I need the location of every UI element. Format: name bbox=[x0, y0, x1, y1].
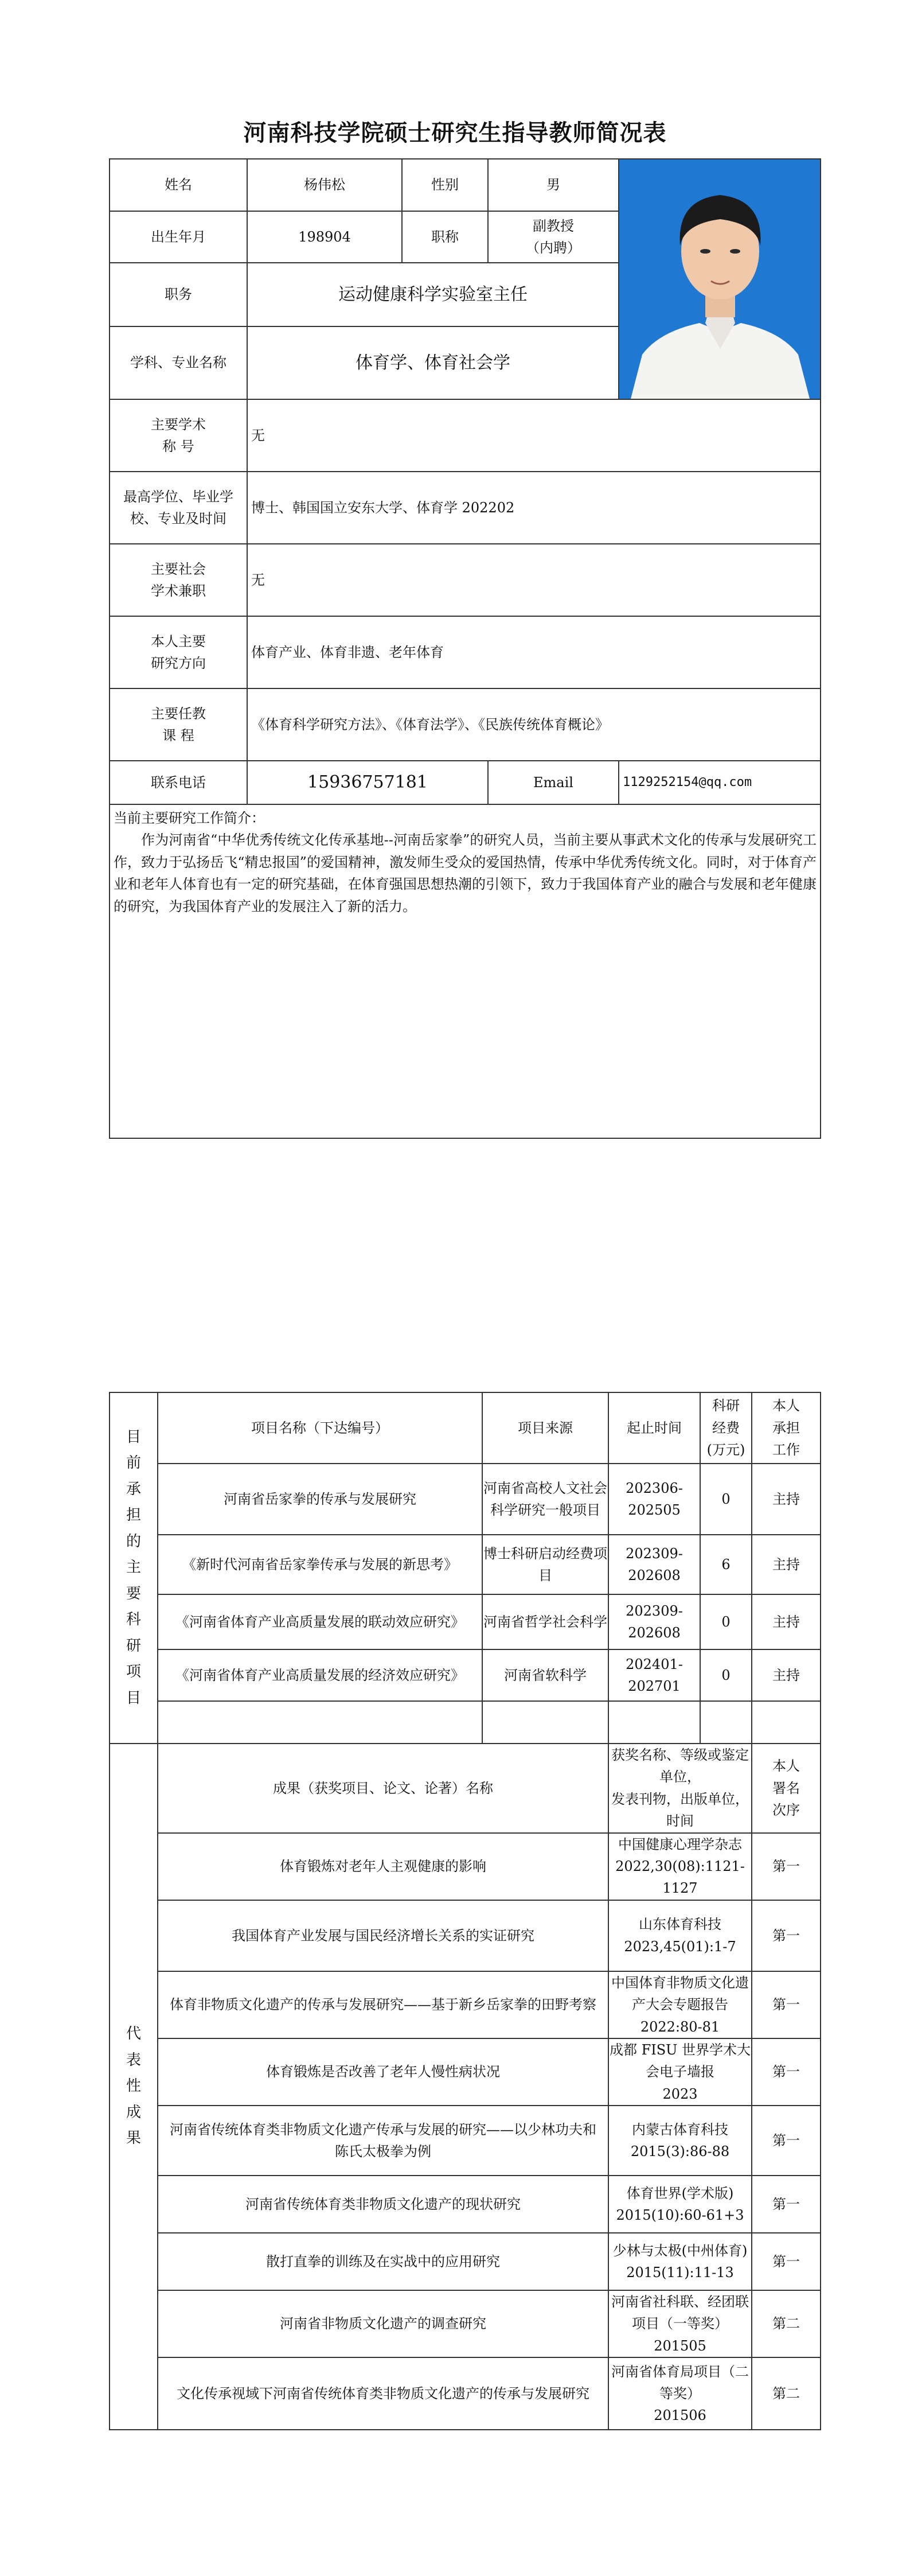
name-value: 杨伟松 bbox=[247, 159, 402, 211]
courses-label bbox=[110, 688, 247, 761]
table-row bbox=[110, 2038, 821, 2106]
achievement-source-line-1: 河南省社科联、经团联项目（一等奖） bbox=[611, 2294, 749, 2332]
projects-side-label-char: 科 bbox=[126, 1611, 141, 1629]
achievement-source-line-2: 2015(11):11-13 bbox=[626, 2264, 734, 2281]
role-header-line-3: 工作 bbox=[772, 1442, 800, 1458]
projects-side-label-char: 要 bbox=[126, 1585, 141, 1602]
project-name: 《新时代河南省岳家拳传承与发展的新思考》 bbox=[158, 1535, 482, 1594]
table-row bbox=[110, 2233, 821, 2290]
rank-header-line-2: 署名 bbox=[772, 1780, 800, 1796]
degree-label bbox=[110, 472, 247, 544]
achievement-source-line-1: 中国健康心理学杂志 bbox=[618, 1836, 742, 1853]
birth-label: 出生年月 bbox=[110, 211, 247, 263]
achievement-source bbox=[608, 2357, 752, 2430]
courses-value: 《体育科学研究方法》、《体育法学》、《民族传统体育概论》 bbox=[247, 688, 821, 761]
profile-photo bbox=[619, 159, 821, 399]
rank-label: 职称 bbox=[402, 211, 488, 263]
empty-cell bbox=[608, 1701, 700, 1744]
achievement-name: 文化传承视域下河南省传统体育类非物质文化遗产的传承与发展研究 bbox=[158, 2357, 608, 2430]
project-source: 博士科研启动经费项目 bbox=[482, 1535, 608, 1594]
achievements-side-label-char: 代 bbox=[126, 2025, 141, 2043]
gender-label: 性别 bbox=[402, 159, 488, 211]
project-period bbox=[608, 1464, 700, 1535]
achievement-rank: 第一 bbox=[752, 1833, 821, 1900]
achievement-source-line-1: 山东体育科技 bbox=[639, 1916, 721, 1933]
project-name: 《河南省体育产业高质量发展的联动效应研究》 bbox=[158, 1594, 482, 1649]
achievement-source-line-2: 2023 bbox=[662, 2085, 698, 2102]
achievement-source-line-2: 2022,30(08):1121-1127 bbox=[615, 1858, 745, 1897]
degree-label-line-2: 校、专业及时间 bbox=[130, 511, 226, 527]
phone-label: 联系电话 bbox=[110, 761, 247, 804]
projects-side-label-char: 的 bbox=[126, 1532, 141, 1550]
table-row-empty bbox=[110, 1701, 821, 1744]
achievement-name: 河南省传统体育类非物质文化遗产的现状研究 bbox=[158, 2176, 608, 2233]
discipline-label: 学科、专业名称 bbox=[110, 326, 247, 399]
research-intro bbox=[110, 804, 821, 1138]
project-role: 主持 bbox=[752, 1464, 821, 1535]
role-header-line-1: 本人 bbox=[772, 1398, 800, 1414]
social-role-label-line-2: 学术兼职 bbox=[151, 583, 206, 599]
project-funding: 0 bbox=[700, 1464, 752, 1535]
project-source: 河南省哲学社会科学 bbox=[482, 1594, 608, 1649]
achievement-rank: 第一 bbox=[752, 2233, 821, 2290]
project-period bbox=[608, 1649, 700, 1701]
achievement-name: 河南省非物质文化遗产的调查研究 bbox=[158, 2290, 608, 2357]
project-source: 河南省软科学 bbox=[482, 1649, 608, 1701]
achievement-name: 体育非物质文化遗产的传承与发展研究——基于新乡岳家拳的田野考察 bbox=[158, 1971, 608, 2038]
achievement-source bbox=[608, 2176, 752, 2233]
degree-value: 博士、韩国国立安东大学、体育学 202202 bbox=[247, 472, 821, 544]
achievements-header-name: 成果（获奖项目、论文、论著）名称 bbox=[158, 1744, 608, 1833]
rank-line-1: 副教授 bbox=[533, 217, 574, 234]
email-label: Email bbox=[488, 761, 619, 804]
achievement-source-line-1: 河南省体育局项目（二等奖） bbox=[611, 2363, 749, 2402]
projects-side-label-char: 项 bbox=[126, 1663, 141, 1681]
degree-label-line-1: 最高学位、毕业学 bbox=[123, 488, 233, 505]
project-period bbox=[608, 1594, 700, 1649]
empty-cell bbox=[700, 1701, 752, 1744]
project-name: 河南省岳家拳的传承与发展研究 bbox=[158, 1464, 482, 1535]
achievements-header-source-line-2: 发表刊物，出版单位，时间 bbox=[611, 1791, 749, 1830]
table-row bbox=[110, 1594, 821, 1649]
funding-header-line-1: 科研 bbox=[712, 1398, 740, 1414]
achievements-side-label-char: 性 bbox=[126, 2077, 141, 2095]
rank-line-2: （内聘） bbox=[526, 239, 581, 256]
achievement-rank: 第一 bbox=[752, 1971, 821, 2038]
academic-title-label-line-2: 称 号 bbox=[162, 438, 194, 454]
achievement-source bbox=[608, 1833, 752, 1900]
empty-cell bbox=[482, 1701, 608, 1744]
gender-value: 男 bbox=[488, 159, 619, 211]
research-table bbox=[109, 1392, 821, 2430]
funding-header-line-2: 经费 bbox=[712, 1419, 740, 1436]
achievement-source bbox=[608, 2038, 752, 2106]
achievement-source-line-1: 中国体育非物质文化遗产大会专题报告 bbox=[611, 1974, 749, 2013]
empty-cell bbox=[752, 1701, 821, 1744]
table-row bbox=[110, 1535, 821, 1594]
achievement-source-line-2: 2015(3):86-88 bbox=[630, 2143, 730, 2160]
position-value: 运动健康科学实验室主任 bbox=[247, 263, 619, 326]
name-label: 姓名 bbox=[110, 159, 247, 211]
role-header-line-2: 承担 bbox=[772, 1419, 800, 1436]
phone-value: 15936757181 bbox=[247, 761, 488, 804]
social-role-label-line-1: 主要社会 bbox=[151, 561, 206, 577]
projects-header-role bbox=[752, 1392, 821, 1464]
achievement-rank: 第一 bbox=[752, 2038, 821, 2106]
page-title: 河南科技学院硕士研究生指导教师简况表 bbox=[243, 120, 667, 146]
achievement-rank: 第一 bbox=[752, 2176, 821, 2233]
projects-header-funding bbox=[700, 1392, 752, 1464]
achievement-source bbox=[608, 1971, 752, 2038]
achievement-source bbox=[608, 2233, 752, 2290]
table-row bbox=[110, 2357, 821, 2430]
table-row bbox=[110, 1464, 821, 1535]
project-funding: 0 bbox=[700, 1594, 752, 1649]
projects-header-name: 项目名称（下达编号） bbox=[158, 1392, 482, 1464]
achievements-header-rank bbox=[752, 1744, 821, 1833]
rank-header-line-1: 本人 bbox=[772, 1758, 800, 1775]
achievement-source bbox=[608, 1900, 752, 1971]
table-row bbox=[110, 1900, 821, 1971]
achievements-header-source-line-1: 获奖名称、等级或鉴定单位， bbox=[611, 1747, 749, 1785]
project-funding: 0 bbox=[700, 1649, 752, 1701]
table-row bbox=[110, 2290, 821, 2357]
profile-table bbox=[109, 158, 821, 1139]
achievement-name: 散打直拳的训练及在实战中的应用研究 bbox=[158, 2233, 608, 2290]
research-direction-label bbox=[110, 616, 247, 688]
achievement-source-line-1: 内蒙古体育科技 bbox=[632, 2121, 728, 2138]
project-period-end: 202701 bbox=[628, 1678, 681, 1694]
achievement-source-line-2: 2022:80-81 bbox=[640, 2018, 720, 2035]
achievement-source-line-1: 少林与太极(中州体育) bbox=[612, 2242, 748, 2259]
projects-side-label-char: 目 bbox=[126, 1689, 141, 1707]
projects-header-period: 起止时间 bbox=[608, 1392, 700, 1464]
project-period-start: 202401- bbox=[626, 1656, 683, 1672]
project-funding: 6 bbox=[700, 1535, 752, 1594]
academic-title-label-line-1: 主要学术 bbox=[151, 416, 206, 433]
project-name: 《河南省体育产业高质量发展的经济效应研究》 bbox=[158, 1649, 482, 1701]
achievements-side-label-char: 表 bbox=[126, 2051, 141, 2069]
projects-side-label-char: 担 bbox=[126, 1507, 141, 1524]
project-period-end: 202608 bbox=[628, 1567, 681, 1583]
projects-side-label-char: 目 bbox=[126, 1428, 141, 1446]
discipline-value: 体育学、体育社会学 bbox=[247, 326, 619, 399]
table-row bbox=[110, 1833, 821, 1900]
achievement-rank: 第二 bbox=[752, 2357, 821, 2430]
rank-value bbox=[488, 211, 619, 263]
achievement-source-line-2: 2015(10):60-61+3 bbox=[616, 2207, 744, 2224]
courses-label-line-1: 主要任教 bbox=[151, 705, 206, 722]
achievements-header-source bbox=[608, 1744, 752, 1833]
table-row bbox=[110, 2106, 821, 2176]
research-intro-body: 作为河南省“中华优秀传统文化传承基地--河南岳家拳”的研究人员，当前主要从事武术文化的传承与发展研究工作，致力于弘扬岳飞“精忠报国”的爱国精神，激发师生受众的爱国热情，传承中华优秀传统文化。同时，对于体育产业和老年人体育也有一定的研究基础，在体育强国思想热潮的引领下，致力于我国体育产业的融合与发展和老年健康的研究，为我国体育产业的发展注入了新的活力。 bbox=[114, 832, 817, 915]
person-portrait-icon bbox=[619, 159, 821, 399]
achievement-source-line-1: 体育世界(学术版) bbox=[626, 2185, 734, 2201]
table-row bbox=[110, 2176, 821, 2233]
empty-cell bbox=[158, 1701, 482, 1744]
research-direction-value: 体育产业、体育非遗、老年体育 bbox=[247, 616, 821, 688]
research-direction-label-line-2: 研究方向 bbox=[151, 655, 206, 671]
birth-value: 198904 bbox=[247, 211, 402, 263]
achievement-source bbox=[608, 2290, 752, 2357]
projects-side-label-char: 研 bbox=[126, 1637, 141, 1655]
project-role: 主持 bbox=[752, 1649, 821, 1701]
achievement-name: 河南省传统体育类非物质文化遗产传承与发展的研究——以少林功夫和陈氏太极拳为例 bbox=[158, 2106, 608, 2176]
email-value: 1129252154@qq.com bbox=[619, 761, 821, 804]
project-period-end: 202505 bbox=[628, 1502, 681, 1518]
academic-title-label bbox=[110, 399, 247, 472]
achievement-source-line-2: 201506 bbox=[654, 2407, 706, 2424]
projects-side-label bbox=[110, 1392, 158, 1744]
projects-header-source: 项目来源 bbox=[482, 1392, 608, 1464]
project-period-start: 202306- bbox=[626, 1480, 683, 1496]
achievements-side-label-char: 果 bbox=[126, 2130, 141, 2147]
achievement-source bbox=[608, 2106, 752, 2176]
achievement-name: 体育锻炼是否改善了老年人慢性病状况 bbox=[158, 2038, 608, 2106]
achievement-source-line-1: 成都 FISU 世界学术大会电子墙报 bbox=[609, 2041, 751, 2080]
project-period-end: 202608 bbox=[628, 1625, 681, 1641]
achievement-source-line-2: 2023,45(01):1-7 bbox=[624, 1938, 736, 1955]
table-row bbox=[110, 1649, 821, 1701]
projects-side-label-char: 主 bbox=[126, 1559, 141, 1577]
project-period bbox=[608, 1535, 700, 1594]
project-role: 主持 bbox=[752, 1535, 821, 1594]
achievement-rank: 第二 bbox=[752, 2290, 821, 2357]
funding-header-line-3: (万元) bbox=[706, 1442, 745, 1458]
project-period-start: 202309- bbox=[626, 1545, 683, 1562]
achievements-side-label bbox=[110, 1744, 158, 2430]
achievement-rank: 第一 bbox=[752, 1900, 821, 1971]
social-role-value: 无 bbox=[247, 544, 821, 616]
achievement-name: 我国体育产业发展与国民经济增长关系的实证研究 bbox=[158, 1900, 608, 1971]
courses-label-line-2: 课 程 bbox=[162, 727, 194, 744]
project-period-start: 202309- bbox=[626, 1602, 683, 1619]
project-source: 河南省高校人文社会科学研究一般项目 bbox=[482, 1464, 608, 1535]
academic-title-value: 无 bbox=[247, 399, 821, 472]
achievement-name: 体育锻炼对老年人主观健康的影响 bbox=[158, 1833, 608, 1900]
rank-header-line-3: 次序 bbox=[772, 1801, 800, 1818]
project-role: 主持 bbox=[752, 1594, 821, 1649]
table-row bbox=[110, 1971, 821, 2038]
research-direction-label-line-1: 本人主要 bbox=[151, 633, 206, 649]
social-role-label bbox=[110, 544, 247, 616]
achievement-rank: 第一 bbox=[752, 2106, 821, 2176]
research-intro-heading: 当前主要研究工作简介： bbox=[114, 810, 265, 826]
projects-side-label-char: 前 bbox=[126, 1454, 141, 1472]
projects-side-label-char: 承 bbox=[126, 1480, 141, 1498]
achievement-source-line-2: 201505 bbox=[654, 2337, 706, 2354]
achievements-side-label-char: 成 bbox=[126, 2103, 141, 2121]
position-label: 职务 bbox=[110, 263, 247, 326]
